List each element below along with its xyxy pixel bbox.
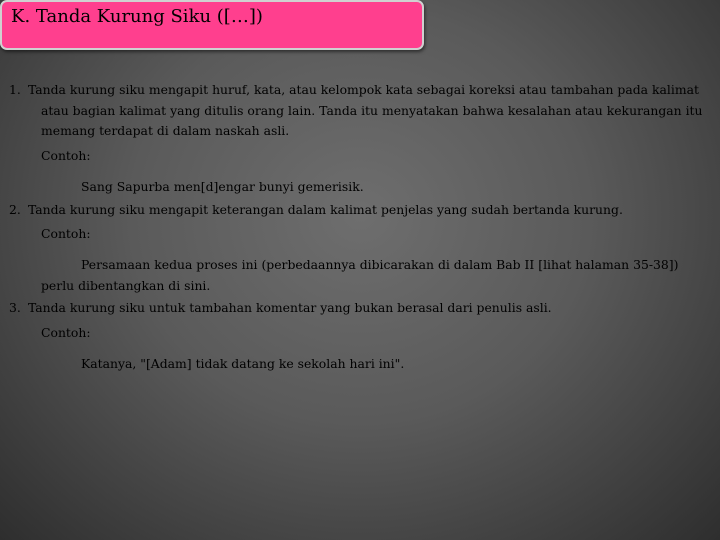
item-number: 2.: [9, 201, 21, 217]
slide-content: [9, 80, 713, 376]
item-number: 3.: [9, 300, 21, 316]
item-text: Tanda kurung siku mengapit huruf, kata, atau kelompok kata sebagai koreksi atau tambahan pada kalimat atau bagian kalimat yang ditulis orang lain. Tanda itu menyatakan bahwa kesalahan atau kekurangan itu memang terdapat di dalam naskah asli.: [27, 82, 703, 139]
list-item-2: [9, 200, 713, 221]
list-item-3: [9, 298, 713, 319]
slide-title-box: [0, 0, 424, 50]
contoh-label: Contoh:: [41, 226, 91, 242]
example-text: Katanya, "[Adam] tidak datang ke sekolah hari ini".: [81, 355, 405, 371]
item-text: Tanda kurung siku mengapit keterangan dalam kalimat penjelas yang sudah bertanda kurung.: [27, 201, 623, 217]
contoh-label: Contoh:: [41, 148, 91, 164]
item-text: Tanda kurung siku untuk tambahan komentar yang bukan berasal dari penulis asli.: [27, 300, 552, 316]
item-number: 1.: [9, 82, 21, 97]
example-text: Sang Sapurba men[d]engar bunyi gemerisik.: [81, 178, 364, 194]
contoh-label: Contoh:: [41, 325, 91, 341]
example-text: Persamaan kedua proses ini (perbedaannya dibicarakan di dalam Bab II [lihat halaman 35-38]) perlu dibentangkan di sini.: [41, 256, 679, 293]
list-item-1: [9, 80, 713, 142]
slide-title: K. Tanda Kurung Siku ([…]): [11, 6, 263, 27]
